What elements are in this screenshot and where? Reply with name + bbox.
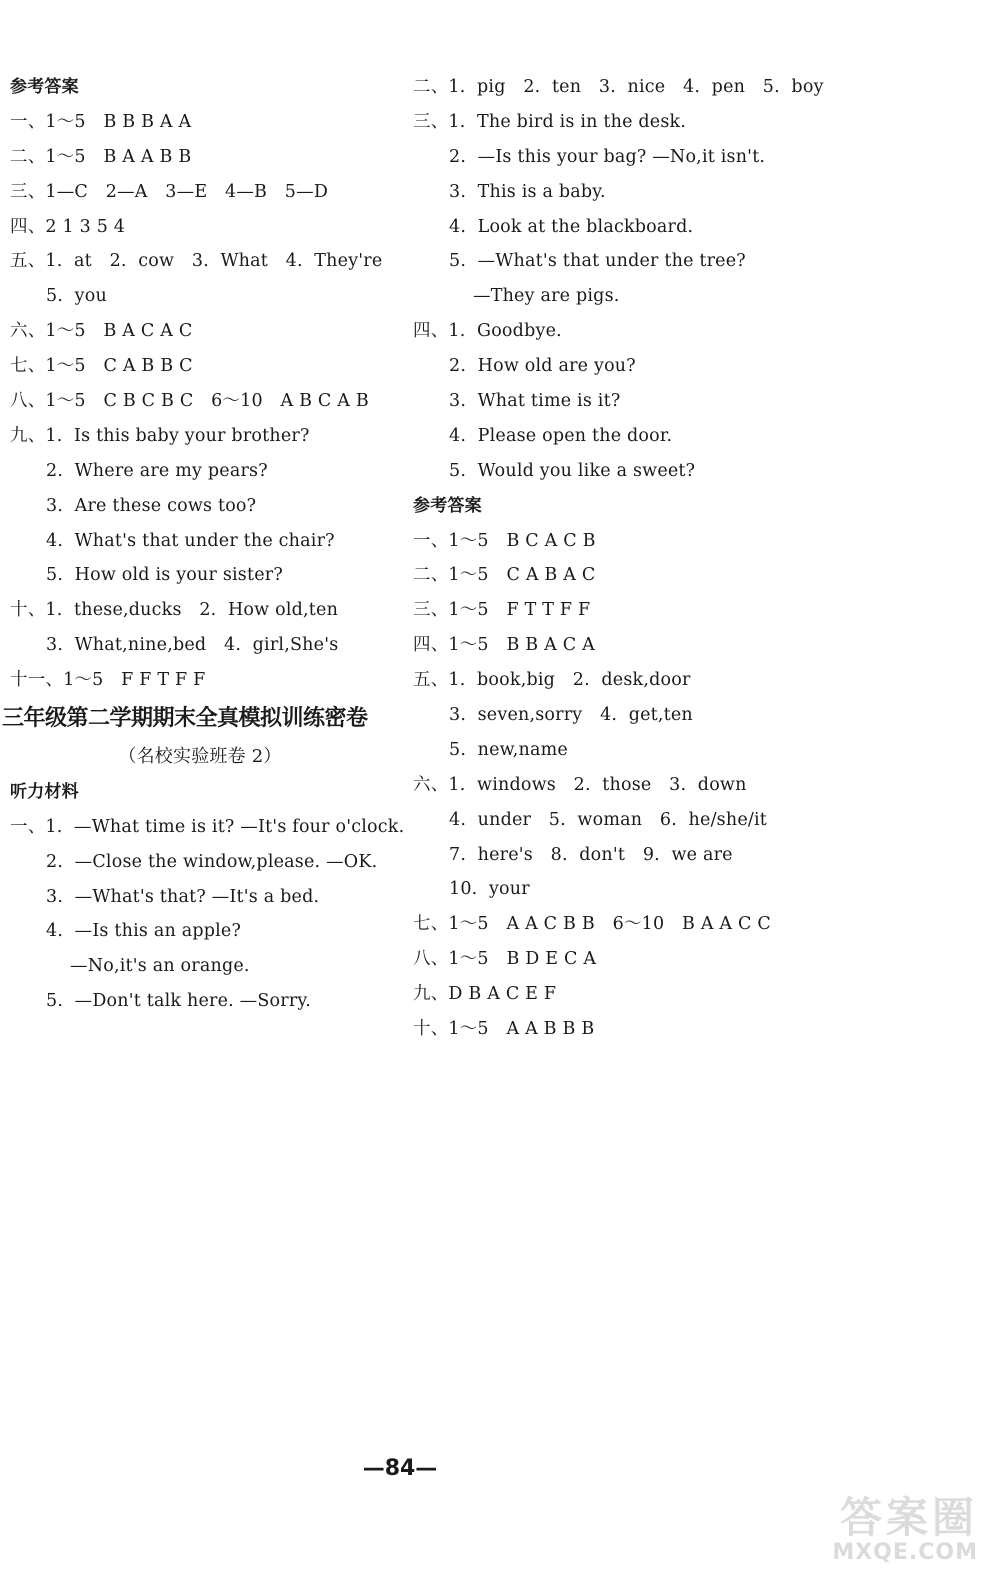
listening-heading: 听力材料 bbox=[10, 781, 79, 802]
section-subtitle: （名校实验班卷 2） bbox=[118, 746, 282, 768]
answer-line: 一、1～5 B B B A A bbox=[10, 111, 192, 132]
listening-line: 5. —Don't talk here. —Sorry. bbox=[46, 991, 311, 1012]
answer-line: 五、1. book,big 2. desk,door bbox=[413, 670, 691, 691]
answer-line: 二、1～5 B A A B B bbox=[10, 146, 192, 167]
answer-line: 3. seven,sorry 4. get,ten bbox=[449, 705, 693, 726]
answers-heading: 参考答案 bbox=[413, 495, 482, 516]
listening-line: 一、1. —What time is it? —It's four o'clock. bbox=[10, 816, 405, 837]
listening-line: —No,it's an orange. bbox=[70, 956, 250, 977]
section-title: 三年级第二学期期末全真模拟训练密卷 bbox=[2, 706, 368, 732]
answer-line: 4. What's that under the chair? bbox=[46, 530, 335, 551]
answer-line: 七、1～5 A A C B B 6～10 B A A C C bbox=[413, 914, 771, 935]
answer-line: 九、D B A C E F bbox=[413, 984, 557, 1005]
answer-line: 一、1～5 B C A C B bbox=[413, 530, 596, 551]
answer-line: 三、1—C 2—A 3—E 4—B 5—D bbox=[10, 181, 329, 202]
listening-line: 二、1. pig 2. ten 3. nice 4. pen 5. boy bbox=[413, 77, 824, 97]
watermark-url: MXQE.COM bbox=[832, 1540, 978, 1565]
listening-line: 4. Look at the blackboard. bbox=[449, 216, 694, 237]
listening-line: 3. —What's that? —It's a bed. bbox=[46, 886, 320, 907]
listening-line: 2. —Is this your bag? —No,it isn't. bbox=[449, 146, 766, 167]
answer-line: 四、2 1 3 5 4 bbox=[10, 216, 126, 237]
left-column bbox=[2, 70, 410, 1019]
answers-heading: 参考答案 bbox=[10, 77, 79, 97]
answer-line: 五、1. at 2. cow 3. What 4. They're bbox=[10, 251, 383, 272]
answer-line: 十、1～5 A A B B B bbox=[413, 1019, 595, 1040]
answer-line: 六、1. windows 2. those 3. down bbox=[413, 774, 747, 795]
listening-line: 4. —Is this an apple? bbox=[46, 921, 242, 942]
answer-line: 3. What,nine,bed 4. girl,She's bbox=[46, 635, 339, 656]
listening-line: 4. Please open the door. bbox=[449, 425, 673, 446]
answer-line: 二、1～5 C A B A C bbox=[413, 565, 596, 586]
answer-line: 10. your bbox=[449, 879, 530, 900]
answer-line: 3. Are these cows too? bbox=[46, 495, 257, 516]
answer-line: 十一、1～5 F F T F F bbox=[10, 670, 206, 691]
answer-line: 7. here's 8. don't 9. we are bbox=[449, 844, 733, 865]
listening-line: 3. What time is it? bbox=[449, 391, 621, 412]
listening-line: 四、1. Goodbye. bbox=[413, 321, 562, 342]
listening-line: 5. Would you like a sweet? bbox=[449, 460, 696, 481]
answer-line: 七、1～5 C A B B C bbox=[10, 356, 193, 377]
right-column bbox=[413, 70, 833, 1047]
listening-line: 2. —Close the window,please. —OK. bbox=[46, 851, 378, 872]
watermark-logo bbox=[803, 1485, 978, 1565]
answer-line: 四、1～5 B B A C A bbox=[413, 635, 595, 656]
answer-line: 八、1～5 C B C B C 6～10 A B C A B bbox=[10, 391, 369, 412]
answer-line: 九、1. Is this baby your brother? bbox=[10, 425, 310, 446]
answer-line: 5. you bbox=[46, 286, 107, 307]
page-number: —84— bbox=[362, 1456, 438, 1481]
listening-line: —They are pigs. bbox=[473, 286, 620, 307]
answer-line: 5. How old is your sister? bbox=[46, 565, 283, 586]
answer-line: 六、1～5 B A C A C bbox=[10, 321, 193, 342]
watermark-logo-text: 答案圈 bbox=[839, 1493, 978, 1542]
listening-line: 2. How old are you? bbox=[449, 356, 636, 377]
listening-line: 三、1. The bird is in the desk. bbox=[413, 111, 687, 132]
answer-line: 4. under 5. woman 6. he/she/it bbox=[449, 809, 768, 830]
answer-line: 三、1～5 F T T F F bbox=[413, 600, 591, 621]
answer-line: 2. Where are my pears? bbox=[46, 460, 268, 481]
listening-line: 5. —What's that under the tree? bbox=[449, 251, 746, 272]
listening-line: 3. This is a baby. bbox=[449, 181, 606, 202]
answer-line: 5. new,name bbox=[449, 739, 568, 760]
answer-line: 八、1～5 B D E C A bbox=[413, 949, 597, 970]
answer-line: 十、1. these,ducks 2. How old,ten bbox=[10, 600, 339, 621]
